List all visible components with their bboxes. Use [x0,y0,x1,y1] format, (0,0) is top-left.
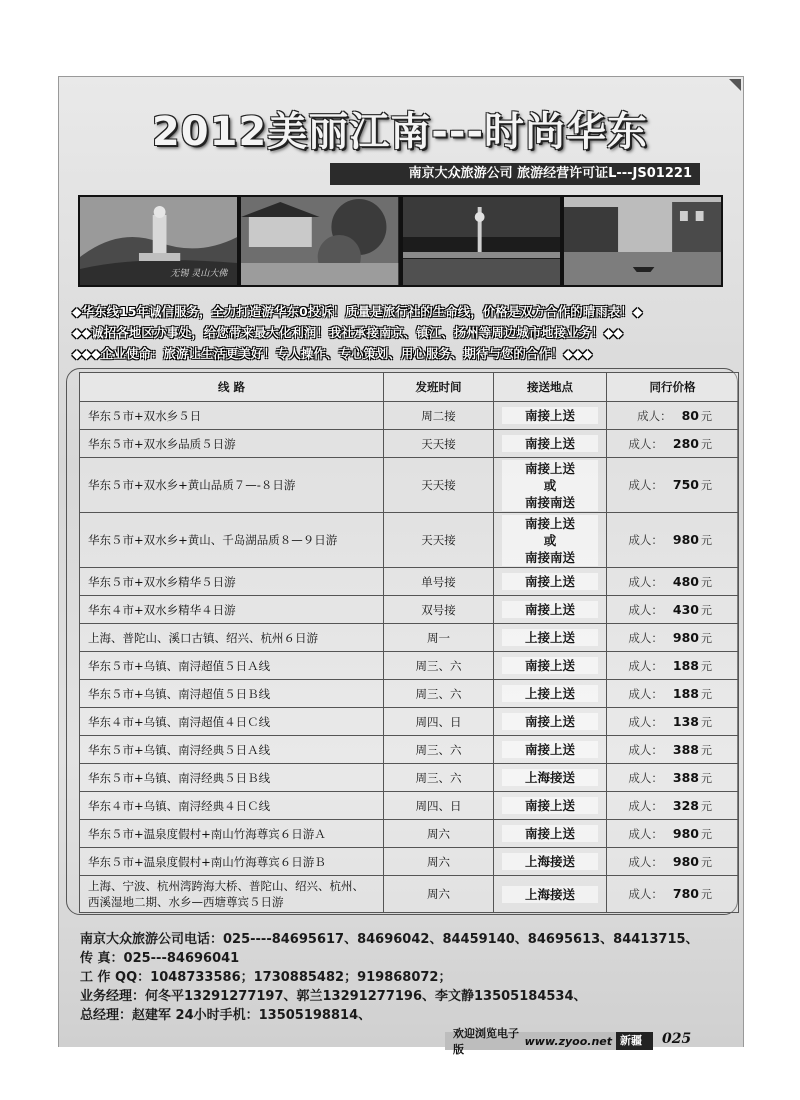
price-unit: 元 [701,855,712,869]
pickup-line: 南接上送 [502,825,598,842]
price-prefix: 成人： [628,887,663,901]
cell-price [607,402,739,430]
contact-managers: 业务经理：何冬平13291277197、郭兰13291277196、李文静13505184534、 [80,989,587,1004]
cell-route: 华东４市+乌镇、南浔经典４日Ｃ线 [80,792,384,820]
pickup-line: 南接南送 [502,494,598,511]
price-value: 388 [672,769,699,785]
price-unit: 元 [701,603,712,617]
cell-schedule: 天天接 [384,458,494,513]
cell-route: 华东５市+乌镇、南浔超值５日Ａ线 [80,652,384,680]
price-unit: 元 [701,534,712,547]
cell-pickup [494,568,607,596]
pickup-line: 上接上送 [502,685,598,702]
photo-buddha [80,197,237,285]
cell-pickup [494,652,607,680]
cell-price [607,708,739,736]
footer-welcome: 欢迎浏览电子版 [453,1027,519,1056]
cell-price [607,792,739,820]
price-value: 980 [672,532,699,547]
price-unit: 元 [701,715,712,729]
price-unit: 元 [701,888,712,901]
price-prefix: 成人： [628,533,663,547]
cell-price [607,680,739,708]
page-number: 025 [662,1031,692,1047]
header-schedule: 发班时间 [384,373,494,402]
price-prefix: 成人： [628,602,663,617]
price-value: 430 [672,601,699,617]
price-table-frame [66,368,738,915]
price-value: 980 [672,825,699,841]
cell-route: 华东５市+温泉度假村+南山竹海尊宾６日游Ｂ [80,848,384,876]
cell-pickup [494,820,607,848]
contact-qq: 工 作 QQ：1048733586；1730885482；919868072； [80,970,452,985]
pickup-line: 南接上送 [502,601,598,618]
pickup-line: 南接上送 [502,657,598,674]
price-value: 188 [672,657,699,673]
footer-url[interactable]: www.zyoo.net [524,1034,613,1048]
pickup-line: 南接上送 [502,713,598,730]
pickup-line: 南接上送 [502,515,598,532]
cell-price [607,652,739,680]
pickup-line: 上海接送 [502,853,598,870]
price-value: 388 [672,741,699,757]
price-unit: 元 [701,687,712,701]
table-row [80,596,739,624]
table-row [80,736,739,764]
table-row [80,876,739,913]
cell-route: 华东５市+乌镇、南浔经典５日Ａ线 [80,736,384,764]
price-value: 750 [672,477,699,492]
cell-pickup [494,458,607,513]
table-row [80,848,739,876]
page-title: 2012美丽江南---时尚华东 [151,109,649,155]
cell-price [607,624,739,652]
cell-pickup [494,624,607,652]
price-unit: 元 [701,799,712,813]
cell-price [607,736,739,764]
price-prefix: 成人： [628,742,663,757]
cell-route: 上海、普陀山、溪口古镇、绍兴、杭州６日游 [80,624,384,652]
pickup-line: 或 [502,477,598,494]
footer-bar [445,1027,653,1065]
price-prefix: 成人： [628,630,663,645]
pickup-line: 上海接送 [502,886,598,903]
cell-schedule: 周四、日 [384,792,494,820]
slogan-quality: ◆华东线15年诚信服务，全力打造游华东0投诉！质量是旅行社的生命线，价格是双方合作的晴雨表！◆ [72,304,643,319]
cell-schedule: 周三、六 [384,764,494,792]
price-unit: 元 [701,575,712,589]
cell-price [607,568,739,596]
price-table [79,372,739,913]
table-row [80,652,739,680]
cell-price [607,430,739,458]
photo-caption: 无锡 灵山大佛 [170,269,228,279]
pickup-line: 南接南送 [502,549,598,566]
cell-schedule: 天天接 [384,513,494,568]
cell-schedule: 周六 [384,876,494,913]
price-value: 480 [672,573,699,589]
price-unit: 元 [701,631,712,645]
price-value: 980 [672,629,699,645]
cell-price [607,764,739,792]
photo-night-skyline [403,197,560,285]
table-row [80,624,739,652]
table-row [80,680,739,708]
cell-schedule: 周四、日 [384,708,494,736]
pickup-line: 南接上送 [502,460,598,477]
cell-route: 华东５市+双水乡品质５日游 [80,430,384,458]
cell-pickup [494,402,607,430]
pickup-line: 南接上送 [502,741,598,758]
contact-phone: 南京大众旅游公司电话：025----84695617、84696042、84459140、84695613、84413715、 [80,932,699,947]
price-prefix: 成人： [628,478,663,492]
pickup-line: 或 [502,532,598,549]
pickup-line: 南接上送 [502,435,598,452]
price-unit: 元 [701,409,712,423]
cell-route: 华东５市+双水乡+黄山品质７—-８日游 [80,458,384,513]
price-prefix: 成人： [628,826,663,841]
table-row [80,792,739,820]
pickup-line: 南接上送 [502,407,598,424]
table-row [80,568,739,596]
cell-route: 华东４市+乌镇、南浔超值４日Ｃ线 [80,708,384,736]
contact-general-manager: 总经理：赵建军 24小时手机：13505198814、 [80,1008,372,1023]
price-prefix: 成人： [628,574,663,589]
photo-garden [241,197,398,285]
cell-price [607,820,739,848]
price-prefix: 成人： [628,714,663,729]
price-unit: 元 [701,827,712,841]
cell-pickup [494,430,607,458]
cell-pickup [494,764,607,792]
cell-pickup [494,736,607,764]
cell-schedule: 周二接 [384,402,494,430]
table-row [80,458,739,513]
cell-pickup [494,848,607,876]
cell-route: 华东５市+双水乡５日 [80,402,384,430]
cell-price [607,848,739,876]
table-row [80,764,739,792]
contact-fax: 传 真：025---84696041 [80,951,240,966]
header-pickup: 接送地点 [494,373,607,402]
cell-route: 上海、宁波、杭州湾跨海大桥、普陀山、绍兴、杭州、西溪湿地二期、水乡—西塘尊宾５日游 [80,876,384,913]
pickup-line: 南接上送 [502,573,598,590]
license-bar: 南京大众旅游公司 旅游经营许可证L---JS01221 [330,163,700,185]
footer-edition: 新疆版 [616,1032,653,1050]
price-prefix: 成人： [628,798,663,813]
pickup-line: 上海接送 [502,769,598,786]
cell-pickup [494,513,607,568]
table-row [80,430,739,458]
pickup-line: 上接上送 [502,629,598,646]
cell-pickup [494,792,607,820]
cell-route: 华东４市+双水乡精华４日游 [80,596,384,624]
slogan-recruit: ◆◆诚招各地区办事处，给您带来最大化利润！我社承接南京、镇江、扬州等周边城市地接业务！◆◆ [72,325,623,340]
price-value: 328 [672,797,699,813]
cell-pickup [494,596,607,624]
cell-schedule: 周一 [384,624,494,652]
price-unit: 元 [701,437,712,451]
cell-schedule: 周六 [384,848,494,876]
cell-route: 华东５市+乌镇、南浔经典５日Ｂ线 [80,764,384,792]
cell-price [607,876,739,913]
cell-schedule: 周三、六 [384,680,494,708]
price-prefix: 成人： [637,408,672,423]
price-value: 80 [681,407,699,423]
cell-schedule: 双号接 [384,596,494,624]
cell-schedule: 周三、六 [384,736,494,764]
header-route: 线 路 [80,373,384,402]
cell-pickup [494,876,607,913]
cell-schedule: 周六 [384,820,494,848]
cell-schedule: 天天接 [384,430,494,458]
price-value: 780 [672,886,699,901]
price-prefix: 成人： [628,436,663,451]
price-value: 980 [672,853,699,869]
cell-price [607,513,739,568]
table-row [80,820,739,848]
cell-price [607,458,739,513]
header-price: 同行价格 [607,373,739,402]
cell-route: 华东５市+乌镇、南浔超值５日Ｂ线 [80,680,384,708]
price-unit: 元 [701,479,712,492]
price-unit: 元 [701,771,712,785]
price-unit: 元 [701,659,712,673]
price-unit: 元 [701,743,712,757]
table-header-row [80,373,739,402]
cell-pickup [494,680,607,708]
cell-pickup [494,708,607,736]
price-value: 138 [672,713,699,729]
price-prefix: 成人： [628,854,663,869]
cell-route: 华东５市+温泉度假村+南山竹海尊宾６日游Ａ [80,820,384,848]
price-value: 280 [672,435,699,451]
cell-schedule: 单号接 [384,568,494,596]
cell-route: 华东５市+双水乡精华５日游 [80,568,384,596]
corner-mark [729,79,741,91]
cell-schedule: 周三、六 [384,652,494,680]
photo-strip [78,195,723,287]
price-value: 188 [672,685,699,701]
table-body [80,402,739,913]
price-prefix: 成人： [628,770,663,785]
table-row [80,708,739,736]
cell-route: 华东５市+双水乡+黄山、千岛湖品质８—９日游 [80,513,384,568]
price-prefix: 成人： [628,658,663,673]
cell-price [607,596,739,624]
price-prefix: 成人： [628,686,663,701]
contact-block [80,930,740,1025]
photo-water-town [564,197,721,285]
table-row [80,513,739,568]
pickup-line: 南接上送 [502,797,598,814]
table-row [80,402,739,430]
slogan-mission: ◆◆◆企业使命：旅游让生活更美好！专人操作、专心策划、用心服务、期待与您的合作！◆◆◆ [72,346,593,361]
